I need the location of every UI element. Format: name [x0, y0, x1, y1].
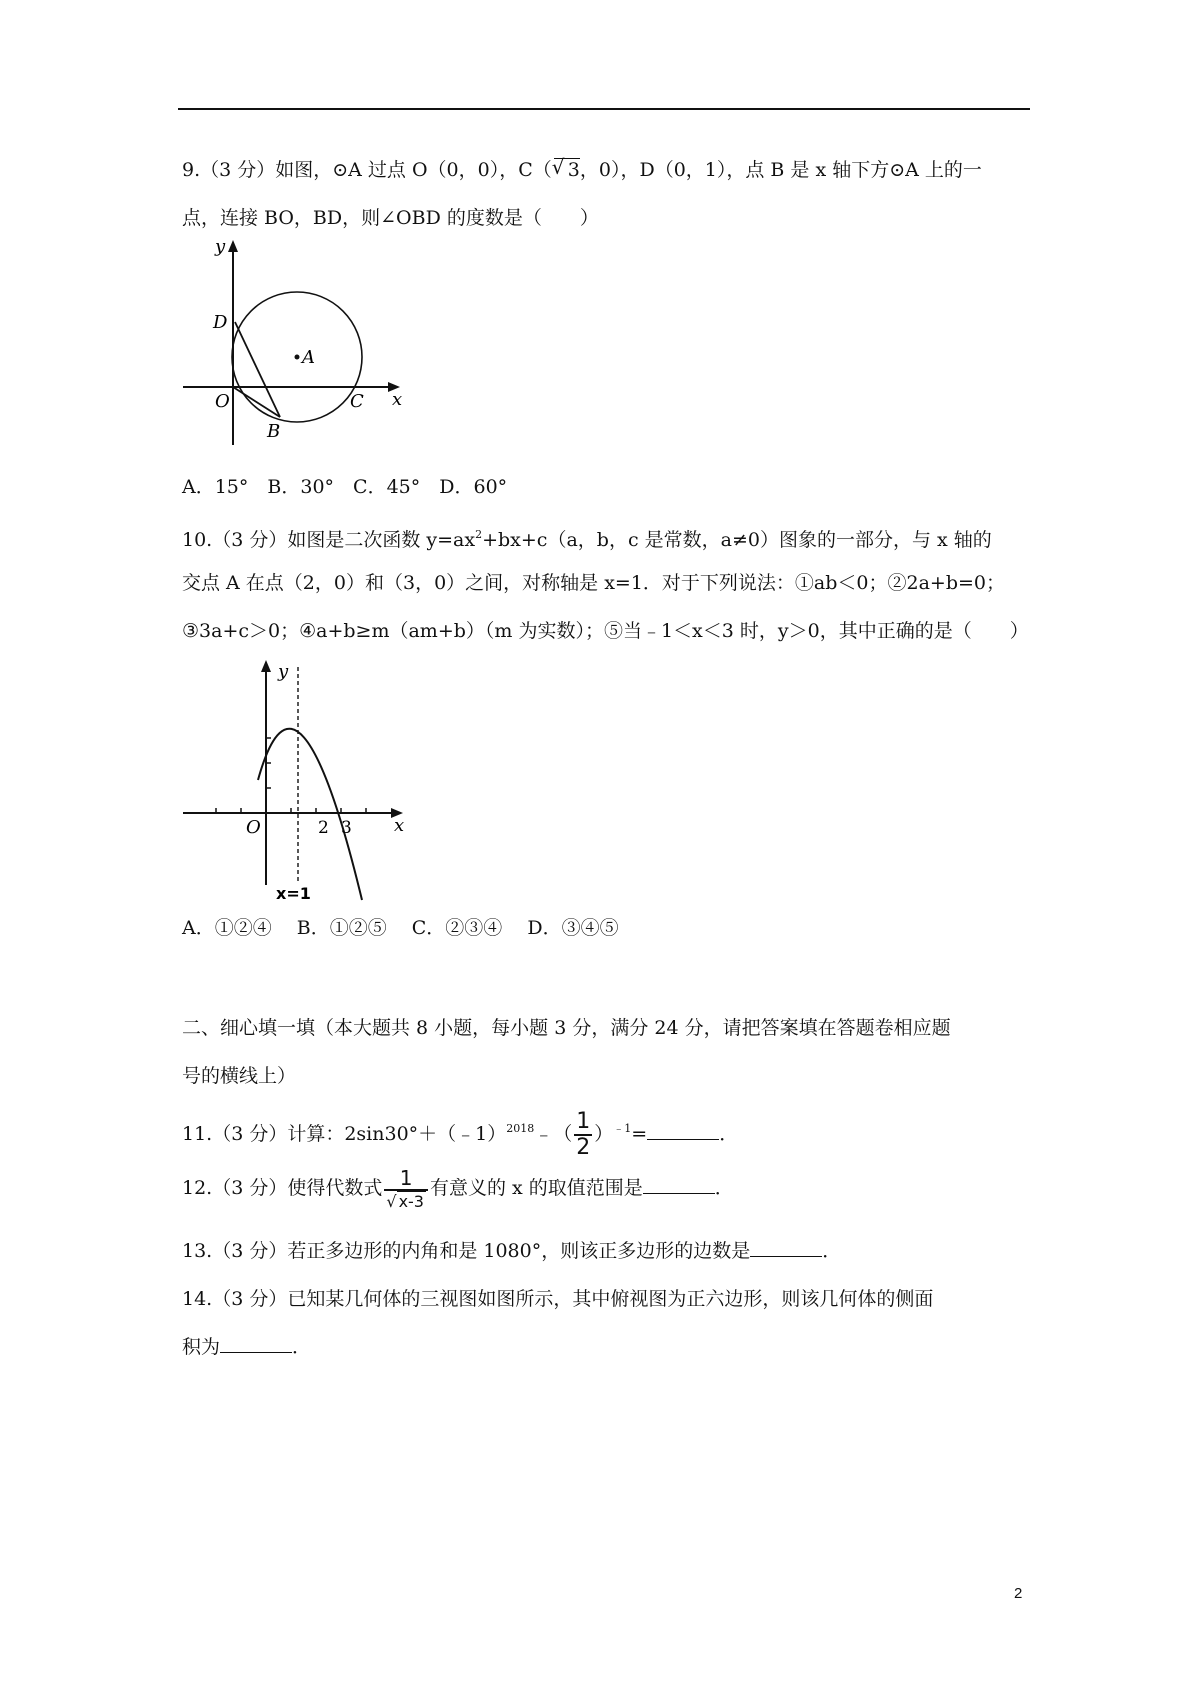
q9-line1 — [182, 157, 982, 183]
q9-options: A．15° B．30° C．45° D．60° — [182, 476, 508, 498]
q10-line2: 交点 A 在点（2，0）和（3，0）之间，对称轴是 x=1．对于下列说法：①ab＜0；②2a+b=0； — [182, 572, 1006, 594]
section2-heading-line1: 二、细心填一填（本大题共 8 小题，每小题 3 分，满分 24 分，请把答案填在答题卷相应题 — [182, 1017, 951, 1039]
answer-blank[interactable] — [220, 1334, 292, 1353]
symmetry-axis-label: x=1 — [276, 884, 311, 903]
point-B-label: B — [267, 421, 281, 442]
point-D-label: D — [213, 312, 228, 333]
page-number: 2 — [1014, 1585, 1023, 1602]
sqrt-3: √ 3 — [554, 158, 580, 181]
y-axis-label: y — [215, 240, 226, 257]
q9-text-b: ，0），D（0，1），点 B 是 x 轴下方⊙A 上的一 — [579, 159, 982, 181]
point-O-label: O — [215, 391, 230, 412]
y-axis-label: y — [278, 661, 289, 682]
x-axis-label: x — [394, 815, 405, 836]
fraction-one-half: $\frac{1}{2}$ — [576, 1109, 591, 1160]
q11-line: 11.（3 分）计算：2sin30°＋（﹣1）$^{2018}$﹣（ $\frac{1}{2}$ ）$^{﹣1}$= ． — [182, 1109, 739, 1160]
q10-options: A．①②④ B．①②⑤ C．②③④ D．③④⑤ — [182, 917, 619, 939]
x-axis-label: x — [392, 389, 403, 410]
fraction-1-over-sqrt: $\frac{1}{√ x-3}$ — [384, 1167, 428, 1212]
q14-line2: 积为 ． — [182, 1336, 312, 1358]
tick-3-label: 3 — [341, 818, 352, 838]
answer-blank[interactable] — [647, 1121, 719, 1140]
q13-line: 13.（3 分）若正多边形的内角和是 1080°，则该正多边形的边数是 ． — [182, 1240, 842, 1262]
section2-heading-line2: 号的横线上） — [182, 1065, 297, 1087]
q9-text-a: 9.（3 分）如图，⊙A 过点 O（0，0），C（ — [182, 159, 552, 181]
header-rule — [178, 108, 1030, 110]
origin-label: O — [246, 817, 261, 838]
point-A-label: A — [302, 347, 315, 368]
q14-line1: 14.（3 分）已知某几何体的三视图如图所示，其中俯视图为正六边形，则该几何体的侧面 — [182, 1288, 934, 1310]
q9-circle-figure — [180, 240, 410, 455]
q10-line1: 10.（3 分）如图是二次函数 $y=ax^2+bx+c(a$，b，c 是常数，a≠0）图象的一部分，与 x 轴的 — [182, 528, 992, 551]
tick-2-label: 2 — [318, 818, 329, 838]
answer-blank[interactable] — [750, 1238, 822, 1257]
point-C-label: C — [350, 391, 364, 412]
q9-line2: 点，连接 BO，BD，则∠OBD 的度数是（ ） — [182, 207, 599, 229]
q10-parabola-figure — [180, 655, 420, 905]
answer-blank[interactable] — [643, 1175, 715, 1194]
q12-line: 12.（3 分）使得代数式 $\frac{1}{√ x-3}$ 有意义的 x 的取值范围是 ． — [182, 1165, 734, 1211]
q10-line3: ③3a+c＞0；④a+b≥m（am+b）（m 为实数）；⑤当﹣1＜x＜3 时，y＞0，其中正确的是（ ） — [182, 620, 1029, 642]
